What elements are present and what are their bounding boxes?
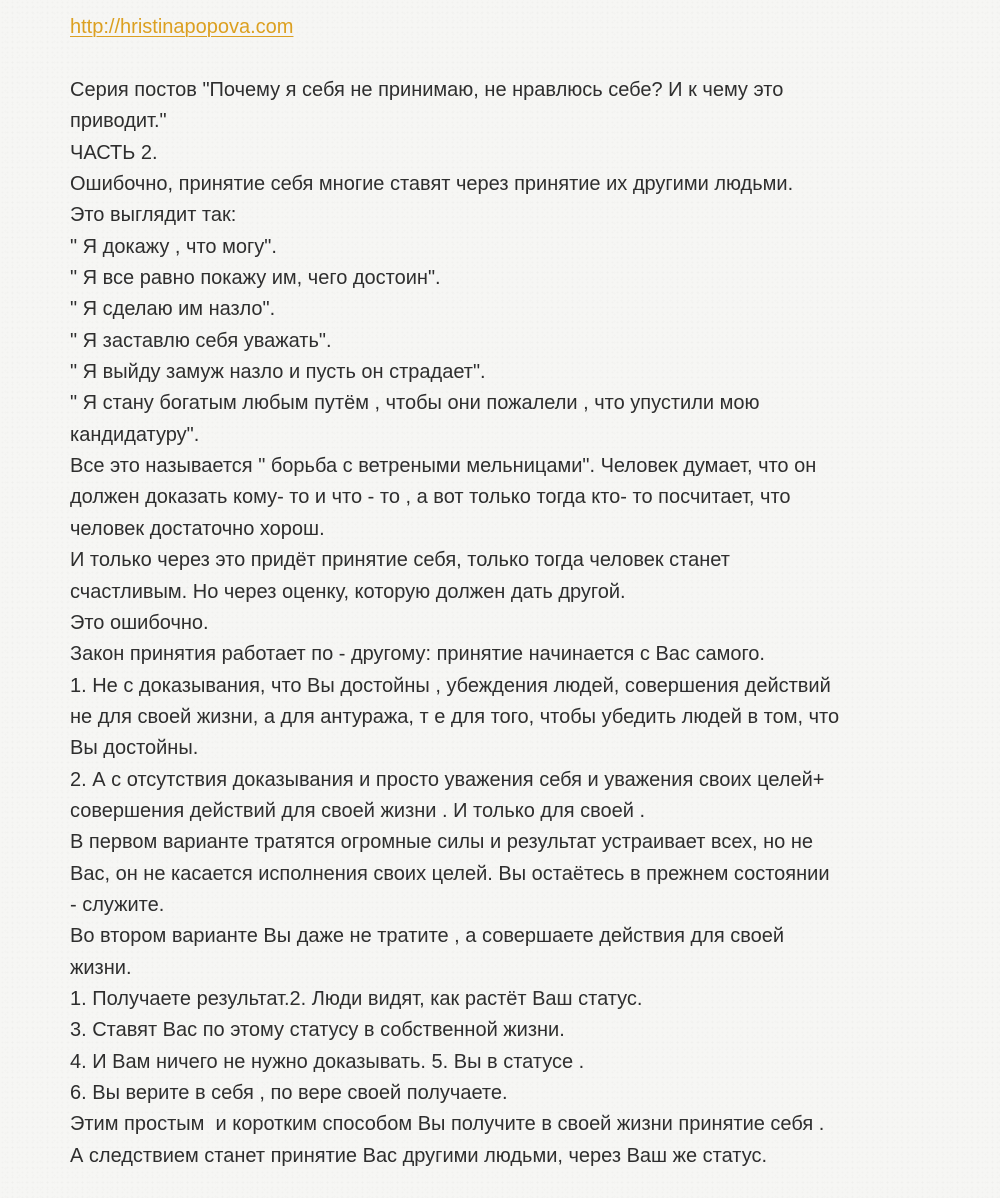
text-line: " Я сделаю им назло".	[70, 298, 276, 321]
text-line: " Я все равно покажу им, чего достоин".	[70, 267, 441, 290]
text-line: Вы достойны.	[70, 737, 199, 760]
text-line: " Я заставлю себя уважать".	[70, 329, 332, 352]
text-line: Все это называется " борьба с ветреными мельницами". Человек думает, что он	[70, 455, 817, 478]
text-line: - служите.	[70, 893, 165, 916]
text-line: ЧАСТЬ 2.	[70, 141, 158, 164]
note-document	[70, 12, 960, 1172]
text-line: не для своей жизни, а для антуража, т е для того, чтобы убедить людей в том, что	[70, 705, 840, 728]
text-line: Закон принятия работает по - другому: принятие начинается с Вас самого.	[70, 643, 765, 666]
text-line: 6. Вы верите в себя , по вере своей получаете.	[70, 1082, 508, 1104]
text-line: Это ошибочно.	[70, 611, 209, 634]
text-line: Это выглядит так:	[70, 204, 237, 227]
text-line: должен доказать кому- то и что - то , а вот только тогда кто- то посчитает, что	[70, 486, 791, 509]
text-line: 1. Не с доказывания, что Вы достойны , убеждения людей, совершения действий	[70, 674, 831, 697]
website-link[interactable]: http://hristinapopova.com	[70, 16, 294, 38]
text-line: 2. А с отсутствия доказывания и просто уважения себя и уважения своих целей+	[70, 768, 825, 791]
text-line: Во втором варианте Вы даже не тратите , а совершаете действия для своей	[70, 925, 785, 948]
text-line: Серия постов "Почему я себя не принимаю, не нравлюсь себе? И к чему это	[70, 79, 784, 101]
note-body	[70, 75, 960, 1172]
text-line: 4. И Вам ничего не нужно доказывать. 5. Вы в статусе .	[70, 1050, 585, 1073]
text-line: " Я стану богатым любым путём , чтобы они пожалели , что упустили мою	[70, 392, 760, 415]
text-line: " Я докажу , что могу".	[70, 235, 277, 258]
text-line: человек достаточно хорош.	[70, 517, 325, 540]
text-line: жизни.	[70, 956, 132, 979]
text-line: счастливым. Но через оценку, которую должен дать другой.	[70, 580, 626, 603]
text-line: Этим простым и коротким способом Вы получите в своей жизни принятие себя .	[70, 1113, 825, 1136]
text-line: приводит."	[70, 110, 167, 133]
text-line: кандидатуру".	[70, 423, 200, 446]
text-line: А следствием станет принятие Вас другими людьми, через Ваш же статус.	[70, 1144, 768, 1167]
text-line: Вас, он не касается исполнения своих целей. Вы остаётесь в прежнем состоянии	[70, 862, 830, 885]
text-line: В первом варианте тратятся огромные силы и результат устраивает всех, но не	[70, 831, 814, 854]
text-line: 3. Ставят Вас по этому статусу в собственной жизни.	[70, 1019, 565, 1042]
text-line: И только через это придёт принятие себя, только тогда человек станет	[70, 549, 730, 572]
text-line: Ошибочно, принятие себя многие ставят через принятие их другими людьми.	[70, 173, 794, 196]
text-line: " Я выйду замуж назло и пусть он страдает".	[70, 361, 486, 384]
text-line: 1. Получаете результат.2. Люди видят, как растёт Ваш статус.	[70, 987, 643, 1010]
text-line: совершения действий для своей жизни . И только для своей .	[70, 799, 646, 822]
